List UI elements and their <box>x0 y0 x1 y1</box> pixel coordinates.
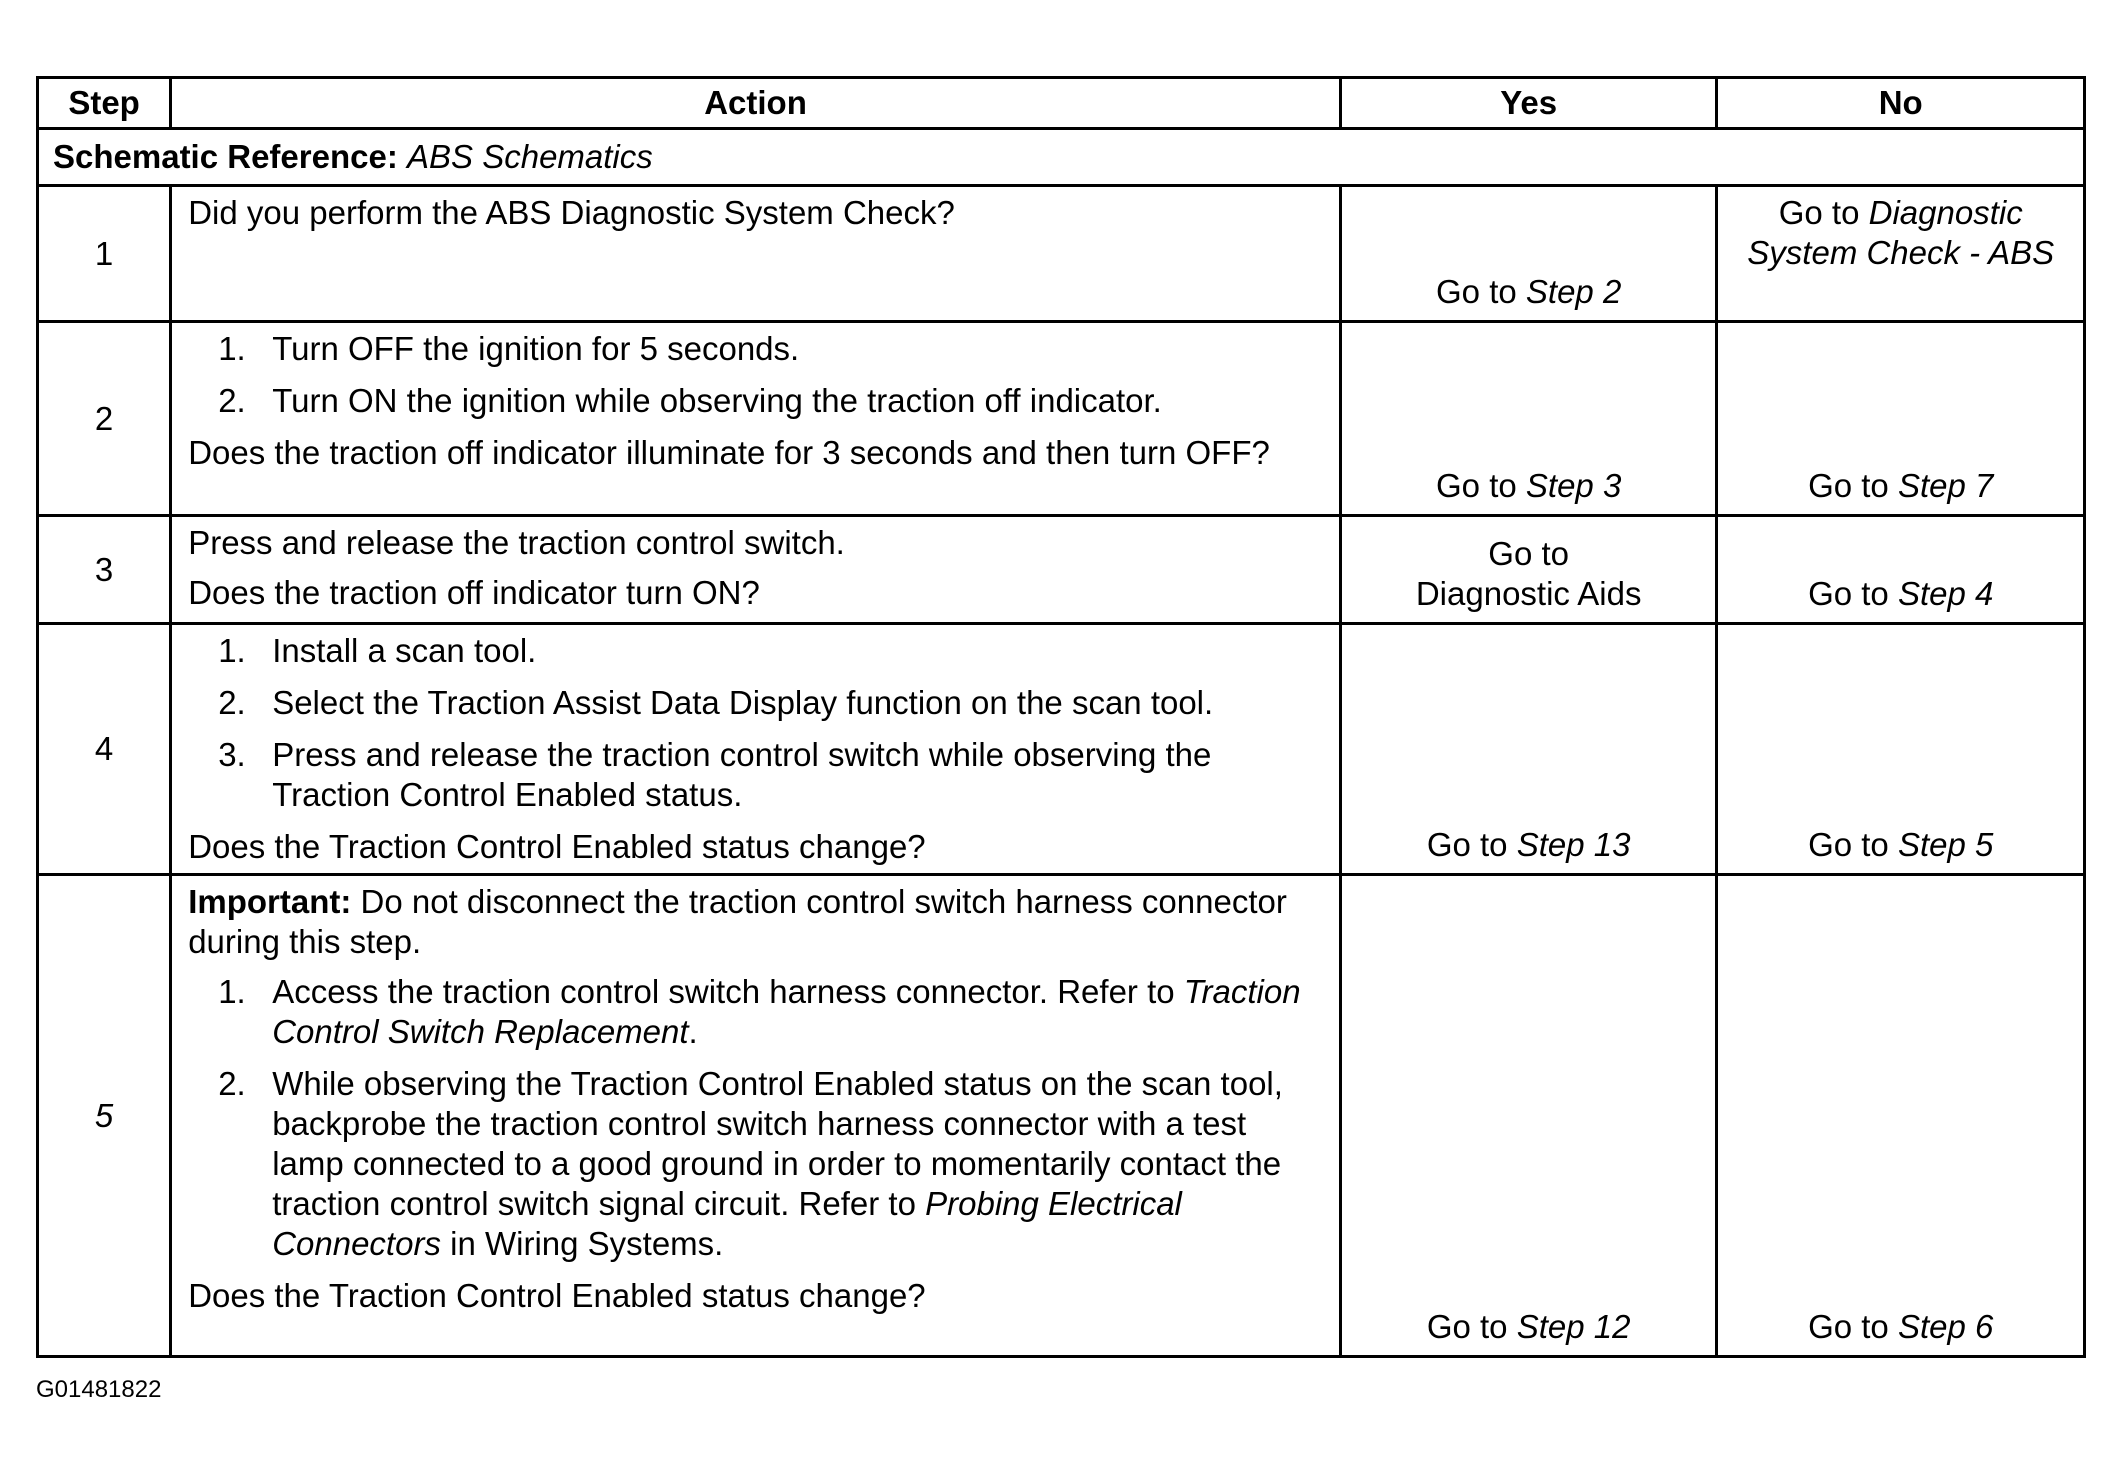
table-row <box>38 516 2085 624</box>
list-number: 2. <box>218 684 246 721</box>
list-text: Turn OFF the ignition for 5 seconds. <box>272 330 800 367</box>
yes-cell <box>1340 186 1717 322</box>
instruction-list <box>188 329 1323 421</box>
list-text: Access the traction control switch harness connector. Refer to <box>272 973 1175 1010</box>
yes-cell <box>1340 875 1717 1357</box>
no-target: Step 5 <box>1897 826 1994 863</box>
list-text: Install a scan tool. <box>272 632 537 669</box>
step-number: 3 <box>38 516 171 624</box>
no-cell <box>1717 624 2085 875</box>
no-prefix: Go to <box>1808 826 1889 863</box>
yes-prefix: Go to <box>1436 467 1517 504</box>
list-text-end: . <box>688 1013 698 1050</box>
action-cell <box>171 322 1341 516</box>
yes-target: Diagnostic Aids <box>1415 575 1642 612</box>
question-text: Does the traction off indicator turn ON? <box>188 574 760 611</box>
list-item <box>188 1064 1323 1264</box>
list-number: 1. <box>218 632 246 669</box>
important-text: Do not disconnect the traction control switch harness connector during this step. <box>188 883 1287 960</box>
table-row <box>38 624 2085 875</box>
header-action: Action <box>171 78 1341 129</box>
question-text: Does the traction off indicator illuminate for 3 seconds and then turn OFF? <box>188 434 1270 471</box>
procedure-reference: Traction Control Switch Replacement <box>272 973 1301 1050</box>
schematic-reference-link: ABS Schematics <box>407 138 653 175</box>
action-cell <box>171 624 1341 875</box>
list-text: Press and release the traction control switch while observing the Traction Control Enabled status. <box>272 736 1212 813</box>
schematic-reference <box>38 129 2085 186</box>
yes-cell <box>1340 516 1717 624</box>
header-step: Step <box>38 78 171 129</box>
list-number: 3. <box>218 736 246 773</box>
action-cell <box>171 516 1341 624</box>
no-cell <box>1717 322 2085 516</box>
step-number: 4 <box>38 624 171 875</box>
yes-target: Step 12 <box>1516 1308 1631 1345</box>
yes-prefix: Go to <box>1426 1308 1508 1345</box>
list-item <box>188 381 1323 421</box>
yes-cell <box>1340 624 1717 875</box>
table-row <box>38 322 2085 516</box>
yes-target: Step 2 <box>1525 273 1622 310</box>
no-prefix: Go to <box>1778 194 1860 231</box>
step-number: 5 <box>38 875 171 1357</box>
question-text: Does the Traction Control Enabled status change? <box>188 828 926 865</box>
table-row <box>38 186 2085 322</box>
header-yes: Yes <box>1340 78 1717 129</box>
no-target: Diagnostic System Check - ABS <box>1747 194 2055 271</box>
question-text: Did you perform the ABS Diagnostic System Check? <box>188 194 955 231</box>
list-number: 1. <box>218 330 246 367</box>
diagnostic-table-container <box>36 76 2086 1358</box>
no-target: Step 7 <box>1897 467 1994 504</box>
procedure-reference: Probing Electrical Connectors <box>272 1185 1182 1262</box>
yes-target: Step 3 <box>1525 467 1622 504</box>
no-cell <box>1717 516 2085 624</box>
table-row <box>38 875 2085 1357</box>
action-cell <box>171 186 1341 322</box>
no-prefix: Go to <box>1808 575 1889 612</box>
list-number: 1. <box>218 973 246 1010</box>
schematic-reference-label: Schematic Reference: <box>53 138 398 175</box>
diagnostic-table <box>36 76 2086 1358</box>
list-number: 2. <box>218 382 246 419</box>
list-number: 2. <box>218 1065 246 1102</box>
no-prefix: Go to <box>1808 467 1889 504</box>
yes-cell <box>1340 322 1717 516</box>
yes-prefix: Go to <box>1488 535 1570 572</box>
list-text: While observing the Traction Control Enabled status on the scan tool, backprobe the traction control switch harness connector with a test lamp connected to a good ground in order to momentarily contact the traction control switch signal circuit. Refer to <box>272 1065 1283 1222</box>
list-item <box>188 735 1323 815</box>
header-row <box>38 78 2085 129</box>
schematic-reference-row <box>38 129 2085 186</box>
step-number: 1 <box>38 186 171 322</box>
no-cell <box>1717 186 2085 322</box>
header-no: No <box>1717 78 2085 129</box>
list-text: Turn ON the ignition while observing the traction off indicator. <box>272 382 1162 419</box>
instruction-list <box>188 631 1323 815</box>
yes-target: Step 13 <box>1516 826 1631 863</box>
yes-prefix: Go to <box>1436 273 1517 310</box>
no-prefix: Go to <box>1808 1308 1889 1345</box>
list-item <box>188 972 1323 1052</box>
no-target: Step 4 <box>1897 575 1994 612</box>
list-text-end: in Wiring Systems. <box>450 1225 724 1262</box>
step-number: 2 <box>38 322 171 516</box>
no-target: Step 6 <box>1897 1308 1994 1345</box>
important-note <box>188 882 1323 962</box>
figure-code: G01481822 <box>36 1376 162 1403</box>
list-text: Select the Traction Assist Data Display function on the scan tool. <box>272 684 1214 721</box>
action-cell <box>171 875 1341 1357</box>
yes-prefix: Go to <box>1426 826 1508 863</box>
intro-text: Press and release the traction control switch. <box>188 524 845 561</box>
list-item <box>188 631 1323 671</box>
question-text: Does the Traction Control Enabled status change? <box>188 1277 926 1314</box>
important-label: Important: <box>188 883 352 920</box>
no-cell <box>1717 875 2085 1357</box>
list-item <box>188 683 1323 723</box>
instruction-list <box>188 972 1323 1264</box>
list-item <box>188 329 1323 369</box>
